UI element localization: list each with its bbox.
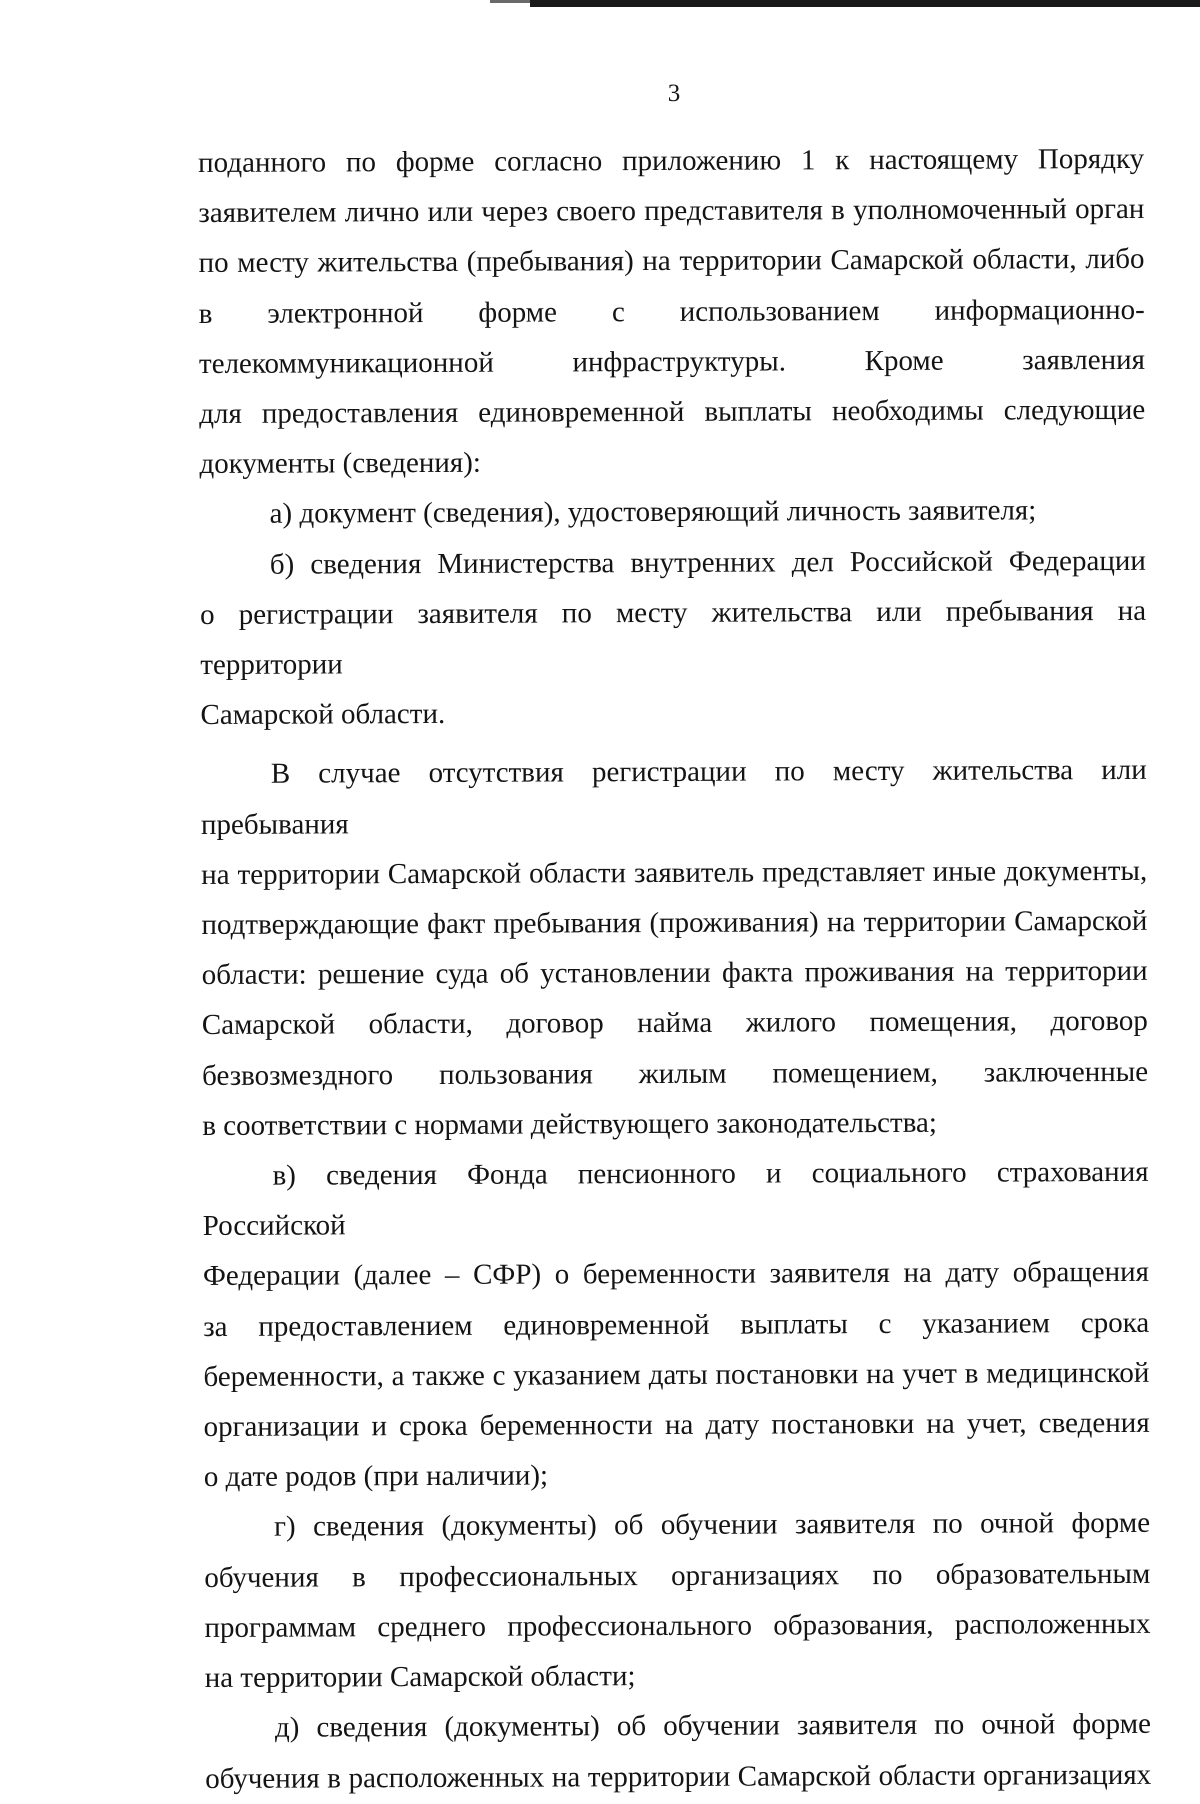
text-line: г) сведения (документы) об обучении заявителя по очной форме (273, 1507, 1151, 1544)
text-line: в соответствии с нормами действующего законодательства; (202, 1106, 937, 1142)
text-line: д) сведения (документы) об обучении заявителя по очной форме (274, 1708, 1151, 1744)
text-line: Самарской области, договор найма жилого помещения, договор (201, 1005, 1148, 1042)
text-line: для предоставления единовременной выплаты необходимы следующие (199, 393, 1146, 431)
text-line: Самарской области. (200, 698, 446, 732)
paragraph-no-registration (201, 745, 1149, 1151)
page-number: 3 (667, 80, 681, 107)
text-line: на территории Самарской области заявитель представляет иные документы, (201, 854, 1148, 891)
document-body (198, 134, 1151, 1804)
text-line: программам среднего профессионального образования, расположенных (204, 1607, 1151, 1644)
text-line: по месту жительства (пребывания) на территории Самарской области, либо (198, 243, 1145, 280)
text-line: о регистрации заявителя по месту жительства или пребывания на территории (200, 594, 1147, 682)
text-line: а) документ (сведения), удостоверяющий личность заявителя; (269, 494, 1037, 531)
list-item-b (200, 535, 1147, 740)
text-line: подтверждающие факт пребывания (проживания) на территории Самарской (201, 904, 1148, 942)
text-line: в электронной форме с использованием информационно- (198, 293, 1145, 330)
text-line: поданного по форме согласно приложению 1 к настоящему Порядку (198, 142, 1145, 179)
text-line: обучения в профессиональных организациях по образовательным (204, 1557, 1151, 1594)
text-line: беременности, а также с указанием даты постановки на учет в медицинской (203, 1356, 1150, 1393)
text-line: заявителем лично или через своего представителя в уполномоченный орган (198, 193, 1145, 230)
text-line: области: решение суда об установлении факта проживания на территории (201, 955, 1148, 992)
text-line: в) сведения Фонда пенсионного и социального страхования Российской (202, 1155, 1149, 1243)
list-item-d (205, 1699, 1151, 1804)
text-line: безвозмездного пользования жилым помещением, заключенные (202, 1055, 1149, 1092)
text-line: документы (сведения): (199, 446, 481, 481)
text-line: о дате родов (при наличии); (203, 1459, 549, 1494)
list-item-v (202, 1147, 1150, 1503)
text-line: обучения в расположенных на территории Самарской области организациях (205, 1758, 1152, 1795)
scan-edge-mark (530, 0, 1200, 7)
paragraph-application-submission (198, 134, 1146, 490)
text-line: В случае отсутствия регистрации по месту жительства или пребывания (200, 754, 1147, 841)
scan-edge-mark-faint (490, 0, 530, 3)
list-item-a (200, 485, 1146, 539)
text-line: б) сведения Министерства внутренних дел Российской Федерации (269, 544, 1146, 581)
text-line: телекоммуникационной инфраструктуры. Кроме заявления (198, 343, 1146, 380)
list-item-g (204, 1498, 1151, 1703)
text-line: на территории Самарской области; (204, 1660, 636, 1695)
text-line: за предоставлением единовременной выплаты с указанием срока (203, 1306, 1150, 1343)
text-line: Федерации (далее – СФР) о беременности заявителя на дату обращения (202, 1256, 1150, 1293)
text-line: организации и срока беременности на дату постановки на учет, сведения (203, 1406, 1150, 1444)
